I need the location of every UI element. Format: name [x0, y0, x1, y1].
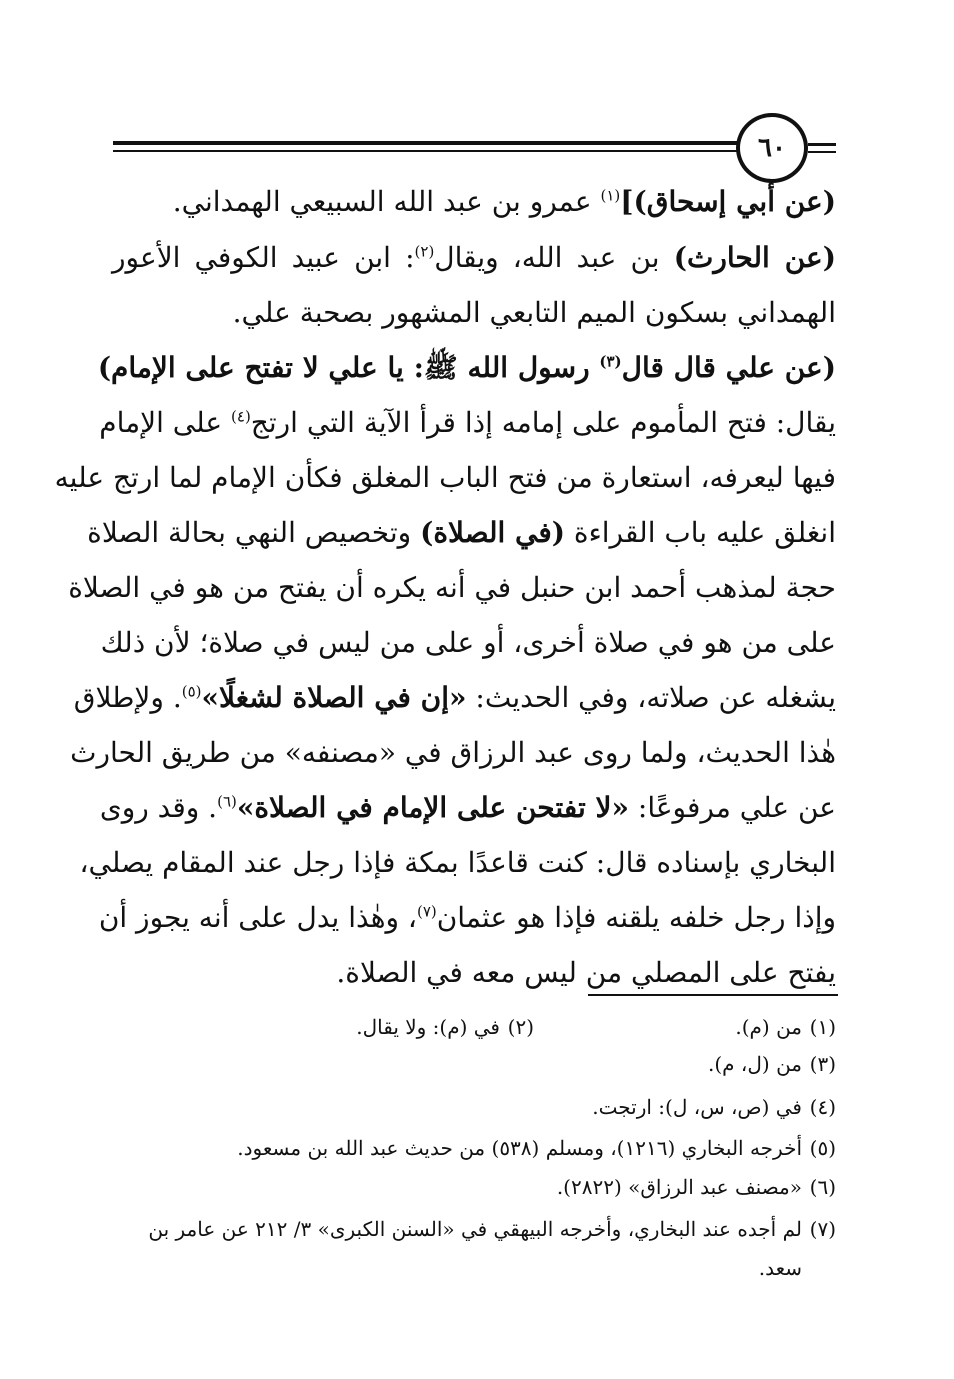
header-rule-thin — [113, 150, 738, 152]
bold-phrase: «إن في الصلاة لشغلًا» — [201, 681, 467, 714]
bold-phrase: رسول الله ﷺ: يا علي لا تفتح على الإمام) — [97, 351, 600, 384]
text-line-4 — [97, 348, 836, 388]
footnote-text: من (م). — [735, 1015, 802, 1039]
footnote-text: من (ل، م). — [708, 1052, 802, 1076]
footnote-ref[interactable]: (٦) — [217, 792, 237, 811]
footnote-ref[interactable]: (٢) — [414, 242, 435, 261]
footnote-1 — [735, 1012, 836, 1042]
text-line-8: حجة لمذهب أحمد ابن حنبل في أنه يكره أن يفتح من هو في الصلاة — [68, 571, 836, 604]
bold-phrase: (في الصلاة) — [420, 516, 566, 549]
footnote-ref[interactable]: (٧) — [416, 902, 437, 921]
footnote-2 — [356, 1012, 534, 1042]
text-span: بن عبد الله، ويقال — [434, 241, 674, 274]
text-span: : ابن عبيد الكوفي الأعور — [112, 241, 415, 274]
bold-phrase: (عن أبي إسحاق)] — [620, 185, 836, 218]
text-span: وتخصيص النهي بحالة الصلاة — [87, 516, 421, 549]
footnote-text: سعد. — [758, 1256, 802, 1280]
text-span: . وقد روى — [99, 791, 218, 824]
bold-phrase: «لا تفتحن على الإمام في الصلاة» — [236, 791, 629, 824]
footnote-separator — [588, 994, 838, 996]
text-line-1 — [173, 182, 836, 222]
bold-phrase: (عن علي قال قال — [621, 351, 836, 384]
page-number: ٦٠ — [736, 113, 808, 183]
footnote-number: (٣) — [809, 1052, 836, 1076]
text-line-14 — [98, 898, 836, 938]
footnote-ref[interactable]: (٤) — [231, 407, 251, 426]
text-span: وإذا رجل خلفه يلقنه فإذا هو عثمان — [436, 901, 836, 934]
footnote-4 — [592, 1092, 836, 1122]
footnote-text: أخرجه البخاري (١٢١٦)، ومسلم (٥٣٨) من حديث عبد الله بن مسعود. — [237, 1136, 802, 1160]
footnote-ref[interactable]: (٣) — [599, 352, 622, 371]
footnote-number: (٧) — [809, 1217, 836, 1241]
text-span: انغلق عليه باب القراءة — [565, 516, 836, 549]
footnote-number: (٤) — [809, 1095, 836, 1119]
header-rule-right-thin — [808, 151, 836, 153]
footnote-number: (٦) — [809, 1175, 836, 1199]
text-span: عمرو بن عبد الله السبيعي الهمداني. — [172, 185, 601, 218]
text-span: يقال: فتح المأموم على إمامه إذا قرأ الآية التي ارتج — [250, 406, 836, 439]
text-line-9: على من هو في صلاة أخرى، أو على من ليس في صلاة؛ لأن ذلك — [100, 626, 836, 659]
text-span: . ولإطلاق — [73, 681, 182, 714]
footnote-ref[interactable]: (١) — [600, 186, 621, 205]
text-span: على الإمام — [99, 406, 232, 439]
bold-phrase: (عن الحارث) — [673, 241, 836, 274]
text-line-3: الهمداني بسكون الميم التابعي المشهور بصحبة علي. — [232, 296, 836, 329]
footnote-3 — [708, 1049, 836, 1079]
text-line-12 — [99, 788, 836, 828]
footnote-number: (١) — [809, 1015, 836, 1039]
text-line-7 — [87, 513, 836, 553]
text-line-2 — [112, 238, 836, 278]
text-line-6: فيها ليعرفه، استعارة من فتح الباب المغلق فكأن الإمام لما ارتج عليه — [54, 461, 836, 494]
footnote-7-continued — [759, 1253, 836, 1283]
text-line-10 — [73, 678, 836, 718]
footnote-text: لم أجده عند البخاري، وأخرجه البيهقي في «السنن الكبرى» ٣/ ٢١٢ عن عامر بن — [148, 1217, 802, 1241]
text-span: ، وهٰذا يدل على أنه يجوز أن — [98, 901, 417, 934]
text-span: يشغله عن صلاته، وفي الحديث: — [466, 681, 836, 714]
text-line-13: البخاري بإسناده قال: كنت قاعدًا بمكة فإذا رجل عند المقام يصلي، — [79, 846, 836, 879]
footnote-number: (٥) — [809, 1136, 836, 1160]
footnote-ref[interactable]: (٥) — [181, 682, 202, 701]
text-line-15: يفتح على المصلي من ليس معه في الصلاة. — [336, 956, 836, 989]
text-line-5 — [99, 403, 836, 443]
footnote-text: في (ص، س، ل): ارتجت. — [592, 1095, 802, 1119]
header-rule-right — [808, 143, 836, 146]
header-rule — [113, 141, 738, 145]
footnote-7 — [148, 1214, 836, 1244]
text-line-11: هٰذا الحديث، ولما روى عبد الرزاق في «مصنفه» من طريق الحارث — [70, 736, 836, 769]
footnote-5 — [237, 1133, 836, 1163]
footnote-6 — [557, 1172, 836, 1202]
footnote-text: في (م): ولا يقال. — [356, 1015, 500, 1039]
text-span: عن علي مرفوعًا: — [628, 791, 836, 824]
footnote-number: (٢) — [507, 1015, 534, 1039]
footnote-text: «مصنف عبد الرزاق» (٢٨٢٢). — [556, 1175, 802, 1199]
